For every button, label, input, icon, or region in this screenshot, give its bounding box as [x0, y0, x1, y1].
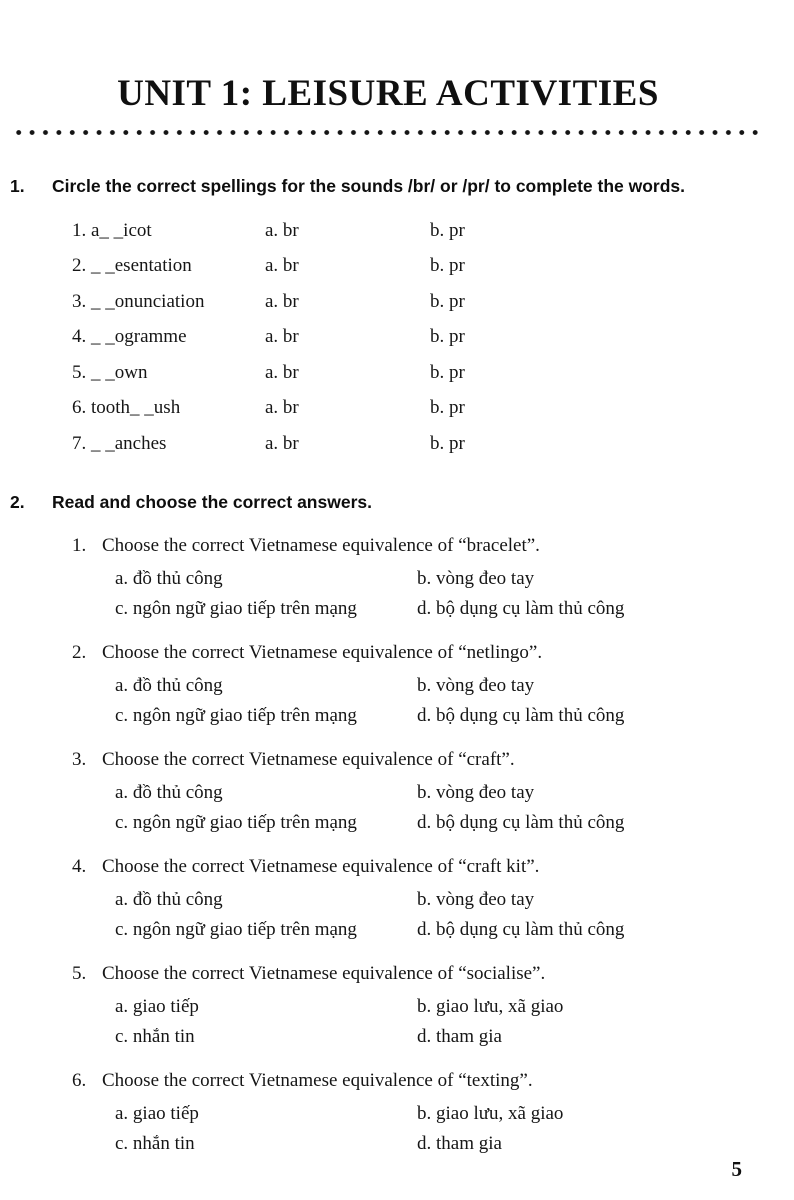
option-b: b. pr	[430, 219, 465, 241]
option: b. giao lưu, xã giao	[417, 1102, 564, 1124]
option: c. ngôn ngữ giao tiếp trên mạng	[115, 704, 357, 726]
options	[115, 782, 766, 834]
option: b. vòng đeo tay	[417, 888, 535, 910]
question-text: Choose the correct Vietnamese equivalence of “bracelet”.	[102, 534, 540, 556]
question-number: 5.	[72, 962, 87, 984]
question-line	[72, 963, 766, 985]
question-number: 6.	[72, 1069, 87, 1091]
question-text: Choose the correct Vietnamese equivalence of “texting”.	[102, 1069, 533, 1091]
spelling-row	[72, 426, 610, 462]
spelling-row	[72, 249, 610, 285]
spelling-row	[72, 320, 610, 356]
option-b: b. pr	[430, 432, 465, 454]
question-number: 3.	[72, 748, 87, 770]
option: a. giao tiếp	[115, 1102, 199, 1124]
question-text: Choose the correct Vietnamese equivalence of “socialise”.	[102, 962, 546, 984]
option-b: b. pr	[430, 255, 465, 277]
spelling-word: 4. _ _ogramme	[72, 326, 187, 348]
question	[72, 642, 766, 727]
option: a. đồ thủ công	[115, 888, 223, 910]
page-number: 5	[731, 1157, 742, 1181]
option: d. tham gia	[417, 1132, 502, 1154]
title-underline	[12, 129, 764, 136]
options	[115, 568, 766, 620]
option-a: a. br	[265, 397, 299, 419]
spelling-word: 7. _ _anches	[72, 432, 167, 454]
options	[115, 889, 766, 941]
question-line	[72, 856, 766, 878]
spelling-row	[72, 391, 610, 427]
option-b: b. pr	[430, 326, 465, 348]
options	[115, 675, 766, 727]
spelling-word: 2. _ _esentation	[72, 255, 192, 277]
option: d. tham gia	[417, 1025, 502, 1047]
option: c. nhắn tin	[115, 1025, 195, 1047]
option-a: a. br	[265, 326, 299, 348]
spelling-row	[72, 284, 610, 320]
option: c. ngôn ngữ giao tiếp trên mạng	[115, 597, 357, 619]
page-title: UNIT 1: LEISURE ACTIVITIES	[117, 73, 659, 114]
question-line	[72, 1070, 766, 1092]
option: a. đồ thủ công	[115, 674, 223, 696]
question	[72, 535, 766, 620]
exercise-2-section	[10, 492, 766, 1155]
option: b. vòng đeo tay	[417, 674, 535, 696]
exercise-2-header	[10, 492, 766, 513]
question-text: Choose the correct Vietnamese equivalence of “craft kit”.	[102, 855, 540, 877]
option: a. giao tiếp	[115, 995, 199, 1017]
spelling-table	[72, 213, 610, 462]
option-b: b. pr	[430, 361, 465, 383]
option: d. bộ dụng cụ làm thủ công	[417, 704, 625, 726]
question-line	[72, 642, 766, 664]
option: d. bộ dụng cụ làm thủ công	[417, 597, 625, 619]
question	[72, 856, 766, 941]
question-line	[72, 535, 766, 557]
exercise-number: 2.	[10, 491, 25, 512]
option: d. bộ dụng cụ làm thủ công	[417, 918, 625, 940]
exercise-1-header	[10, 176, 766, 197]
spelling-word: 3. _ _onunciation	[72, 290, 205, 312]
option: c. ngôn ngữ giao tiếp trên mạng	[115, 811, 357, 833]
question	[72, 963, 766, 1048]
question-number: 4.	[72, 855, 87, 877]
question	[72, 1070, 766, 1155]
question-text: Choose the correct Vietnamese equivalence of “netlingo”.	[102, 641, 543, 663]
exercise-number: 1.	[10, 176, 25, 196]
exercise-1-section	[10, 176, 766, 462]
options	[115, 996, 766, 1048]
option: c. nhắn tin	[115, 1132, 195, 1154]
option-a: a. br	[265, 219, 299, 241]
option: a. đồ thủ công	[115, 567, 223, 589]
option: d. bộ dụng cụ làm thủ công	[417, 811, 625, 833]
question	[72, 749, 766, 834]
option: c. ngôn ngữ giao tiếp trên mạng	[115, 918, 357, 940]
option: b. vòng đeo tay	[417, 781, 535, 803]
exercise-instruction: Read and choose the correct answers.	[52, 491, 372, 512]
option-a: a. br	[265, 290, 299, 312]
spelling-word: 6. tooth_ _ush	[72, 397, 181, 419]
option: b. vòng đeo tay	[417, 567, 535, 589]
question-number: 2.	[72, 641, 87, 663]
option: b. giao lưu, xã giao	[417, 995, 564, 1017]
option-b: b. pr	[430, 397, 465, 419]
question-number: 1.	[72, 534, 87, 556]
spelling-row	[72, 213, 610, 249]
spelling-row	[72, 355, 610, 391]
option-a: a. br	[265, 255, 299, 277]
option-a: a. br	[265, 432, 299, 454]
question-text: Choose the correct Vietnamese equivalence of “craft”.	[102, 748, 515, 770]
options	[115, 1103, 766, 1155]
option-a: a. br	[265, 361, 299, 383]
question-line	[72, 749, 766, 771]
spelling-word: 1. a_ _icot	[72, 219, 152, 241]
spelling-word: 5. _ _own	[72, 361, 148, 383]
option-b: b. pr	[430, 290, 465, 312]
option: a. đồ thủ công	[115, 781, 223, 803]
exercise-instruction: Circle the correct spellings for the sounds /br/ or /pr/ to complete the words.	[52, 176, 686, 196]
